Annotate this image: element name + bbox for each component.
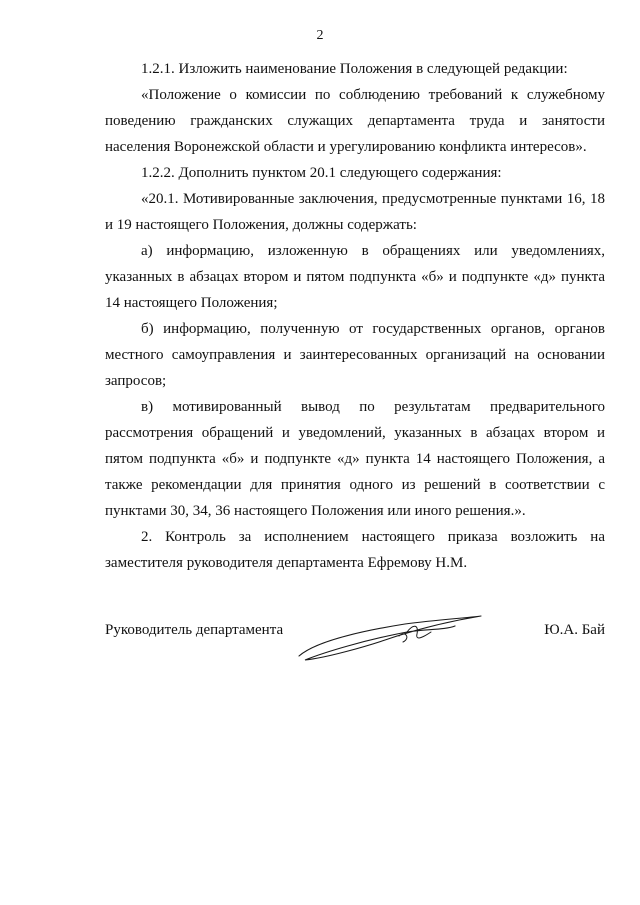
document-body bbox=[105, 56, 605, 576]
paragraph-quoted-title: «Положение о комиссии по соблюдению требований к служебному поведению гражданских служащих департамента труда и занятости населения Воронежской области и урегулированию конфликта интересов». bbox=[105, 87, 605, 155]
paragraph-2-control: 2. Контроль за исполнением настоящего приказа возложить на заместителя руководителя департамента Ефремову Н.М. bbox=[105, 529, 605, 571]
paragraph-item-a: а) информацию, изложенную в обращениях или уведомлениях, указанных в абзацах втором и пятом подпункта «б» и подпункте «д» пункта 14 настоящего Положения; bbox=[105, 243, 605, 311]
signatory-name: Ю.А. Бай bbox=[544, 622, 605, 638]
paragraph-1-2-2: 1.2.2. Дополнить пунктом 20.1 следующего содержания: bbox=[141, 165, 502, 181]
paragraph-item-v: в) мотивированный вывод по результатам предварительного рассмотрения обращений и уведомлений, указанных в абзацах втором и пятом подпункта «б» и подпункте «д» пункта 14 настоящего Положения, а также рекомендации для принятия одного из решений в соответствии с пунктами 30, 34, 36 настоящего Положения или иного решения.». bbox=[105, 399, 605, 519]
handwritten-signature bbox=[295, 612, 495, 667]
paragraph-item-b: б) информацию, полученную от государственных органов, органов местного самоуправления и заинтересованных организаций на основании запросов; bbox=[105, 321, 605, 389]
signatory-position: Руководитель департамента bbox=[105, 622, 284, 638]
page-number: 2 bbox=[316, 28, 324, 43]
signature-block bbox=[105, 620, 605, 670]
paragraph-1-2-1: 1.2.1. Изложить наименование Положения в следующей редакции: bbox=[141, 61, 568, 77]
paragraph-20-1: «20.1. Мотивированные заключения, предусмотренные пунктами 16, 18 и 19 настоящего Положения, должны содержать: bbox=[105, 191, 605, 233]
